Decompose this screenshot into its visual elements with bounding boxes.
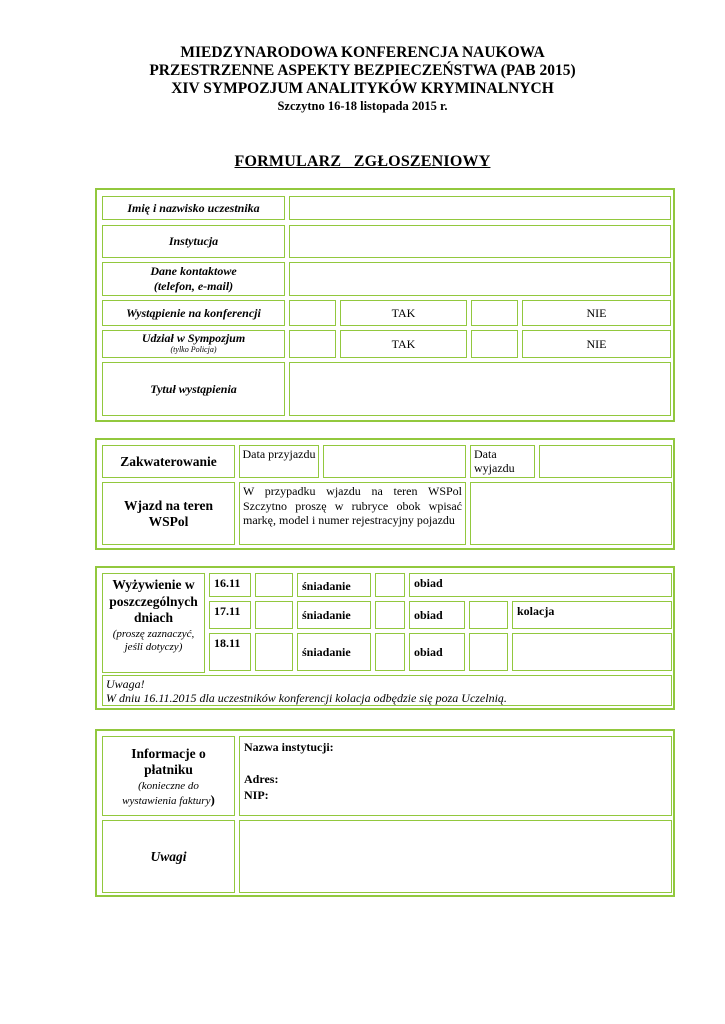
contact-label-main: Dane kontaktowe (150, 264, 237, 278)
meals-label (102, 573, 205, 673)
meals-note (102, 675, 672, 706)
form-title: FORMULARZ ZGŁOSZENIOWY (234, 153, 491, 170)
lunch-label: obiad (409, 573, 672, 597)
payer-section (95, 729, 675, 897)
dinner-checkbox-day3[interactable] (469, 633, 508, 671)
meals-label-sub: (proszę zaznaczyć, jeśli dotyczy) (112, 627, 195, 653)
payer-label-main: Informacje o płatniku (131, 746, 206, 777)
payer-label (102, 736, 235, 816)
accommodation-label: Zakwaterowanie (102, 445, 235, 478)
symposium-label-main: Udział w Sympozjum (141, 331, 246, 345)
meals-note-text: W dniu 16.11.2015 dla uczestników konferencji kolacja odbędzie się poza Uczelnią. (106, 691, 507, 705)
payer-address-label: Adres: (244, 772, 279, 786)
arrival-label (239, 445, 319, 478)
breakfast-label: śniadanie (297, 573, 371, 597)
speech-label: Wystąpienie na konferencji (102, 300, 285, 326)
day-date: 17.11 (209, 601, 251, 629)
symposium-label (102, 330, 285, 358)
empty-cell (512, 633, 672, 671)
contact-field[interactable] (289, 262, 671, 296)
name-label: Imię i nazwisko uczestnika (102, 196, 285, 220)
breakfast-checkbox-day1[interactable] (255, 573, 293, 597)
speech-no-checkbox[interactable] (471, 300, 518, 326)
departure-date-field[interactable] (539, 445, 672, 478)
remarks-field[interactable] (239, 820, 672, 893)
lunch-checkbox-day3[interactable] (375, 633, 405, 671)
breakfast-checkbox-day2[interactable] (255, 601, 293, 629)
speech-title-field[interactable] (289, 362, 671, 416)
vehicle-field[interactable] (470, 482, 672, 545)
participant-section (95, 188, 675, 422)
lunch-checkbox-day1[interactable] (375, 573, 405, 597)
remarks-label: Uwagi (102, 820, 235, 893)
symposium-no-checkbox[interactable] (471, 330, 518, 358)
entry-info-text: W przypadku wjazdu na teren WSPol Szczytno proszę w rubryce obok wpisać markę, model i numer rejestracyjny pojazdu (243, 484, 462, 527)
dinner-label: kolacja (512, 601, 672, 629)
breakfast-checkbox-day3[interactable] (255, 633, 293, 671)
departure-label-text: Data wyjazdu (474, 447, 515, 475)
breakfast-label: śniadanie (297, 601, 371, 629)
speech-title-label: Tytuł wystąpienia (102, 362, 285, 416)
conference-title: MIEDZYNARODOWA KONFERENCJA NAUKOWA (180, 44, 545, 61)
symposium-yes-label: TAK (340, 330, 467, 358)
institution-field[interactable] (289, 225, 671, 258)
speech-yes-label: TAK (340, 300, 467, 326)
payer-institution-label: Nazwa instytucji: (244, 740, 334, 754)
speech-no-label: NIE (522, 300, 671, 326)
conference-date: Szczytno 16-18 listopada 2015 r. (277, 99, 448, 113)
arrival-date-field[interactable] (323, 445, 466, 478)
symposium-yes-checkbox[interactable] (289, 330, 336, 358)
day-date: 16.11 (209, 573, 251, 597)
meals-note-title: Uwaga! (106, 677, 145, 691)
symposium-no-label: NIE (522, 330, 671, 358)
meals-section (95, 566, 675, 710)
speech-yes-checkbox[interactable] (289, 300, 336, 326)
dinner-checkbox-day2[interactable] (469, 601, 508, 629)
payer-info-field[interactable] (239, 736, 672, 816)
arrival-label-text: Data przyjazdu (242, 447, 316, 461)
symposium-title: XIV SYMPOZJUM ANALITYKÓW KRYMINALNYCH (171, 80, 554, 97)
breakfast-label: śniadanie (297, 633, 371, 671)
name-field[interactable] (289, 196, 671, 220)
payer-label-paren: ) (210, 792, 215, 807)
entry-info (239, 482, 466, 545)
entry-label: Wjazd na teren WSPol (102, 482, 235, 545)
header (0, 44, 725, 114)
departure-label (470, 445, 535, 478)
contact-label-sub: (telefon, e-mail) (153, 279, 234, 293)
meals-label-main: Wyżywienie w poszczególnych dniach (109, 577, 198, 625)
payer-label-sub (103, 780, 234, 808)
symposium-label-sub: (tylko Policja) (170, 345, 217, 354)
payer-nip-label: NIP: (244, 788, 269, 802)
lunch-label: obiad (409, 601, 465, 629)
payer-label-sub-text: (konieczne do wystawienia faktury (122, 780, 211, 807)
institution-label: Instytucja (102, 225, 285, 258)
lunch-checkbox-day2[interactable] (375, 601, 405, 629)
contact-label (102, 262, 285, 296)
day-date: 18.11 (209, 633, 251, 671)
accommodation-section (95, 438, 675, 550)
conference-subtitle: PRZESTRZENNE ASPEKTY BEZPIECZEŃSTWA (PAB 2015) (149, 62, 576, 79)
lunch-label: obiad (409, 633, 465, 671)
